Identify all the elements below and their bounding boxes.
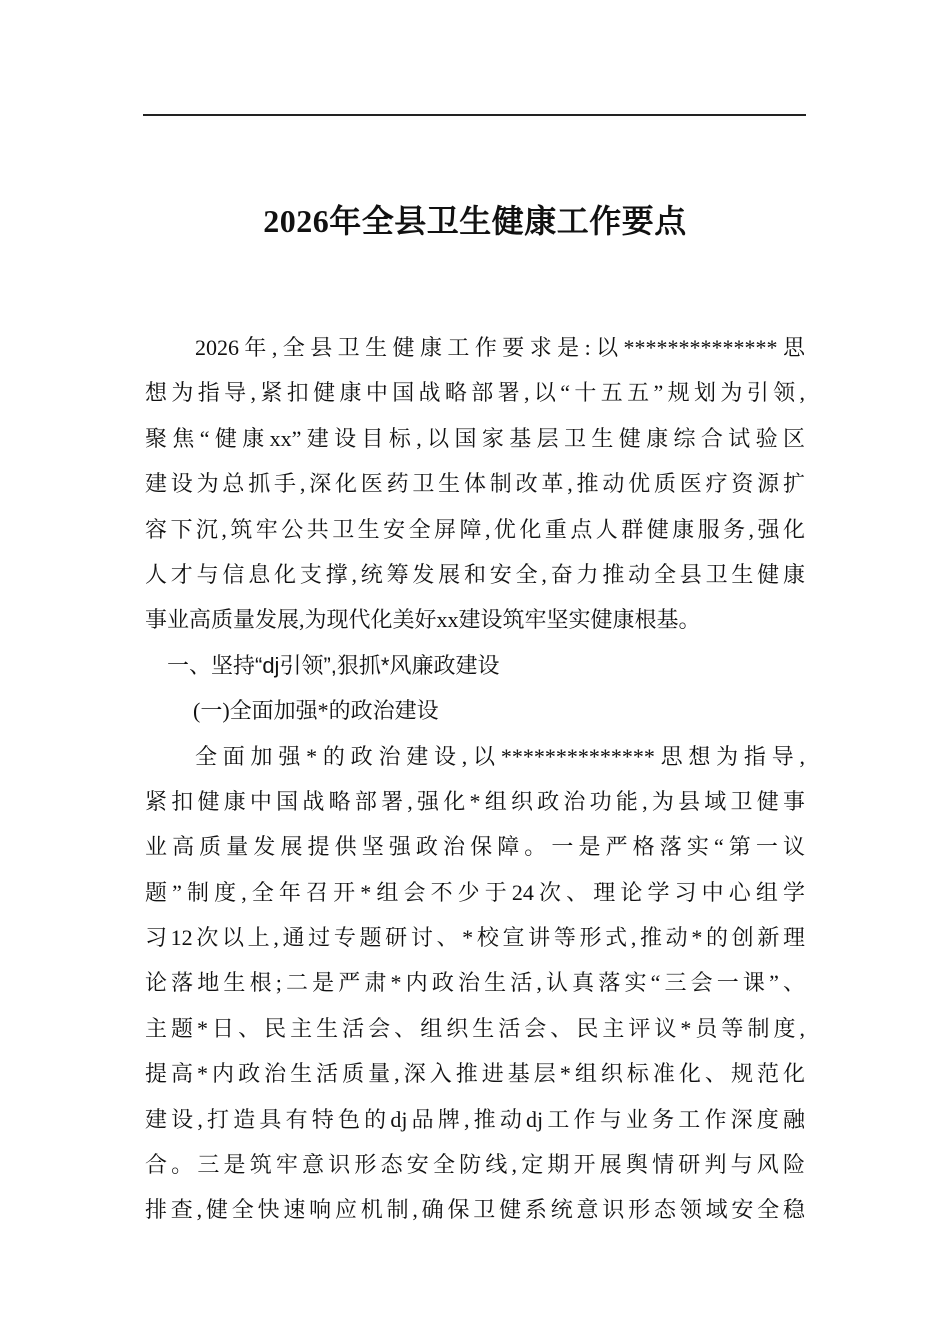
text-line: 习12次以上,通过专题研讨、*校宣讲等形式,推动*的创新理 [145, 925, 805, 951]
text-line: 主题*日、民主生活会、组织生活会、民主评议*员等制度, [145, 1015, 805, 1041]
text-line: 业高质量发展提供坚强政治保障。一是严格落实“第一议 [145, 834, 805, 860]
document-title: 2026年全县卫生健康工作要点 [263, 203, 687, 239]
text-line: 2026年,全县卫生健康工作要求是:以**************思 [195, 335, 805, 360]
document-body [145, 325, 805, 1233]
text-line: 紧扣健康中国战略部署,强化*组织政治功能,为县域卫健事 [145, 788, 805, 814]
text-line: 论落地生根;二是严肃*内政治生活,认真落实“三会一课”、 [145, 970, 805, 996]
text-line: 容下沉,筑牢公共卫生安全屏障,优化重点人群健康服务,强化 [145, 516, 805, 542]
text-line: 想为指导,紧扣健康中国战略部署,以“十五五”规划为引领, [145, 380, 805, 406]
text-line: 建设为总抓手,深化医药卫生体制改革,推动优质医疗资源扩 [145, 471, 805, 497]
text-line: 提高*内政治生活质量,深入推进基层*组织标准化、规范化 [145, 1061, 805, 1087]
section-heading: 一、坚持“dj引领”,狠抓*风廉政建设 [167, 652, 500, 678]
text-line: 聚焦“健康xx”建设目标,以国家基层卫生健康综合试验区 [145, 425, 805, 451]
subsection-heading: (一)全面加强*的政治建设 [193, 698, 439, 724]
intro-paragraph [145, 325, 805, 643]
text-line: 排查,健全快速响应机制,确保卫健系统意识形态领域安全稳 [145, 1197, 805, 1223]
text-line: 题”制度,全年召开*组会不少于24次、理论学习中心组学 [145, 879, 805, 905]
text-line: 事业高质量发展,为现代化美好xx建设筑牢坚实健康根基。 [145, 607, 701, 633]
subsection-paragraph [145, 734, 805, 1233]
text-line: 合。三是筑牢意识形态安全防线,定期开展舆情研判与风险 [145, 1152, 805, 1178]
text-line: 建设,打造具有特色的dj品牌,推动dj工作与业务工作深度融 [145, 1106, 805, 1132]
header-rule [143, 114, 806, 116]
text-line: 全面加强*的政治建设,以**************思想为指导, [195, 743, 805, 769]
text-line: 人才与信息化支撑,统筹发展和安全,奋力推动全县卫生健康 [145, 561, 805, 587]
